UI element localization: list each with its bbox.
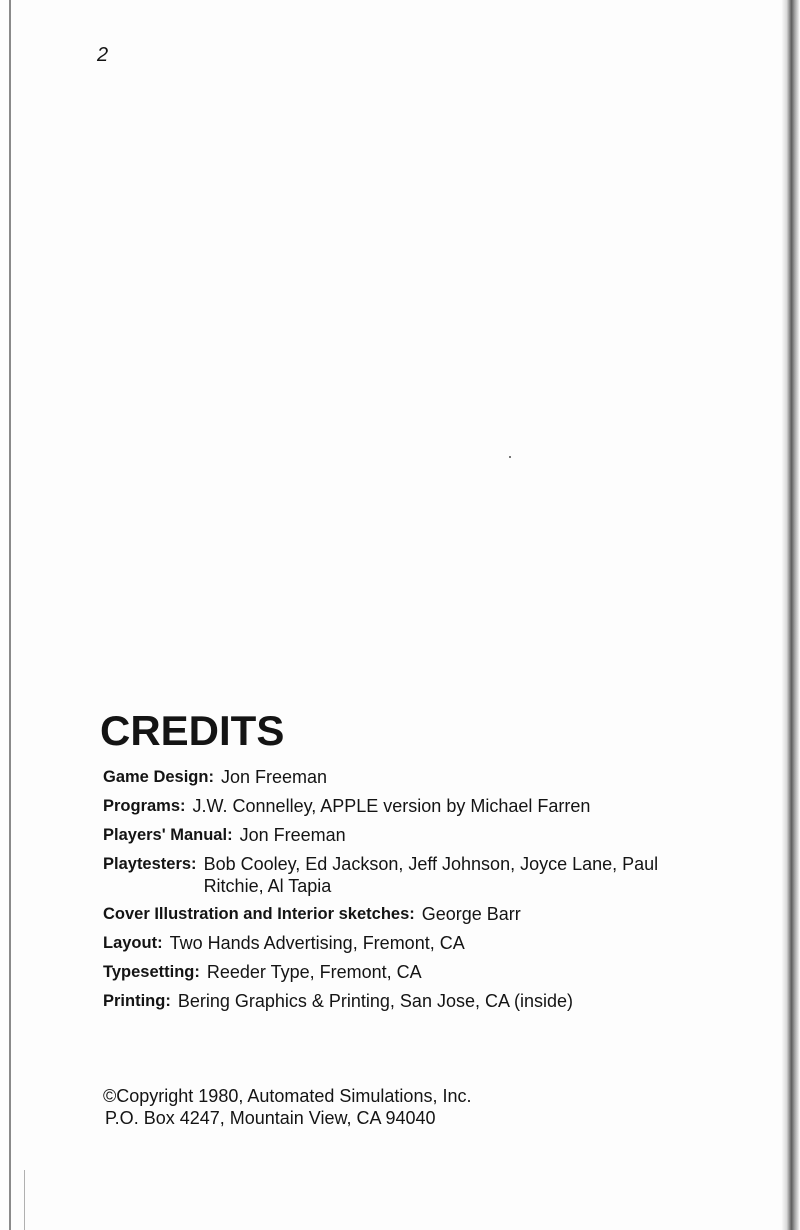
credits-list (103, 766, 723, 1019)
credit-value: Reeder Type, Fremont, CA (206, 962, 422, 982)
credit-value: Two Hands Advertising, Fremont, CA (169, 933, 465, 953)
credit-value: Bering Graphics & Printing, San Jose, CA (inside) (177, 991, 574, 1011)
credit-value: Bob Cooley, Ed Jackson, Jeff Johnson, Joyce Lane, Paul Ritchie, Al Tapia (203, 854, 659, 896)
credit-value: George Barr (421, 904, 521, 924)
page-right-edge (781, 0, 800, 1230)
credit-label: Layout: (103, 934, 163, 952)
credit-value: Jon Freeman (220, 767, 328, 787)
credit-printing (103, 990, 723, 1013)
copyright-block (103, 1085, 471, 1129)
credit-label: Players' Manual: (103, 826, 233, 844)
credit-layout (103, 932, 723, 955)
credit-label: Programs: (103, 797, 186, 815)
credit-label: Cover Illustration and Interior sketches: (103, 905, 415, 923)
page-left-inner-edge (24, 1170, 25, 1230)
credit-typesetting (103, 961, 723, 984)
credit-label: Printing: (103, 992, 171, 1010)
credit-label: Playtesters: (103, 855, 197, 873)
scan-speck (509, 456, 511, 458)
credit-value: J.W. Connelley, APPLE version by Michael Farren (192, 796, 591, 816)
credit-programs (103, 795, 723, 818)
credit-cover-illustration (103, 903, 723, 926)
credit-players-manual (103, 824, 723, 847)
page-left-edge (9, 0, 11, 1230)
credit-label: Typesetting: (103, 963, 200, 981)
credit-playtesters (103, 853, 723, 897)
credits-title: CREDITS (100, 707, 285, 754)
copyright-line: ©Copyright 1980, Automated Simulations, Inc. (103, 1086, 472, 1106)
credit-label: Game Design: (103, 768, 214, 786)
page-number: 2 (97, 44, 109, 66)
credit-game-design (103, 766, 723, 789)
address-line: P.O. Box 4247, Mountain View, CA 94040 (105, 1108, 436, 1128)
credit-value: Jon Freeman (239, 825, 346, 845)
